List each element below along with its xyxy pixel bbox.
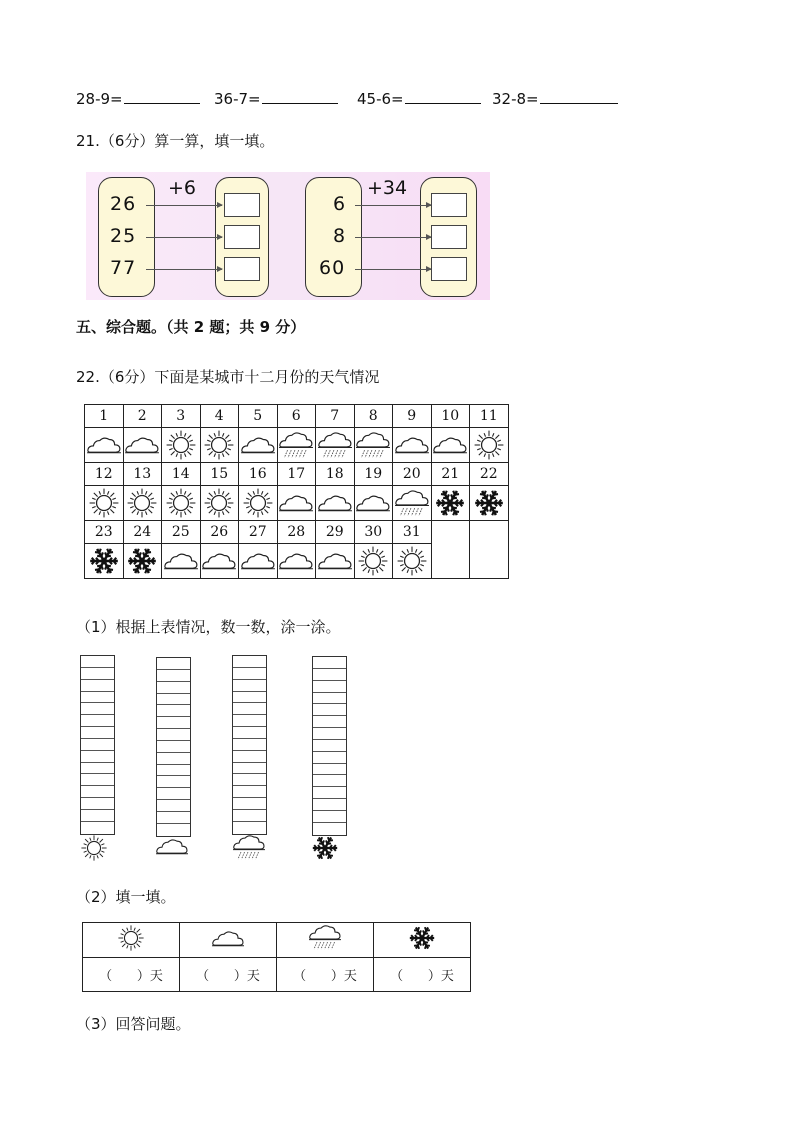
calendar-day-number: 23 — [85, 521, 124, 544]
bar-segment[interactable] — [81, 715, 114, 727]
input-number: 26 — [110, 193, 137, 215]
bar-segment[interactable] — [313, 728, 346, 740]
calendar-day-number: 3 — [162, 405, 201, 428]
cloudy-icon — [162, 544, 201, 579]
operator-label-left: +6 — [168, 177, 197, 199]
answer-blank[interactable] — [124, 89, 200, 104]
bar-segment[interactable] — [81, 727, 114, 739]
bar-segment[interactable] — [313, 693, 346, 705]
answer-blank[interactable] — [262, 89, 338, 104]
cloudy-icon — [239, 428, 278, 463]
sunny-icon — [162, 428, 201, 463]
fill-cell-cloudy[interactable]: （ ）天 — [180, 958, 277, 992]
bar-segment[interactable] — [313, 669, 346, 681]
answer-box[interactable] — [224, 193, 260, 217]
cloudy-icon — [155, 836, 189, 860]
snowflake-icon — [470, 486, 509, 521]
rainy-icon — [393, 486, 432, 521]
calendar-day-number: 22 — [470, 463, 509, 486]
sunny-icon — [393, 544, 432, 579]
cloudy-icon — [354, 486, 393, 521]
calendar-day-number: 4 — [200, 405, 239, 428]
bar-segment[interactable] — [233, 810, 266, 822]
fill-cell-snowy[interactable]: （ ）天 — [374, 958, 471, 992]
calendar-day-number: 18 — [316, 463, 355, 486]
bar-segment[interactable] — [81, 822, 114, 834]
calendar-empty-cell — [470, 544, 509, 579]
answer-box[interactable] — [431, 225, 467, 249]
bar-segment[interactable] — [313, 799, 346, 811]
calendar-day-number: 13 — [123, 463, 162, 486]
bar-segment[interactable] — [81, 798, 114, 810]
sunny-icon — [239, 486, 278, 521]
fill-header-rainy — [277, 923, 374, 958]
fill-header-cloudy — [180, 923, 277, 958]
cloudy-icon — [200, 544, 239, 579]
bar-segment[interactable] — [313, 787, 346, 799]
bar-segment[interactable] — [313, 716, 346, 728]
bar-segment[interactable] — [313, 681, 346, 693]
bar-column-sunny[interactable] — [80, 655, 115, 835]
sub-question-3: （3）回答问题。 — [76, 1015, 191, 1033]
bar-segment[interactable] — [157, 741, 190, 753]
calendar-day-number: 1 — [85, 405, 124, 428]
bar-segment[interactable] — [233, 727, 266, 739]
bar-segment[interactable] — [157, 682, 190, 694]
bar-segment[interactable] — [313, 704, 346, 716]
bar-segment[interactable] — [157, 800, 190, 812]
sunny-icon — [80, 834, 108, 866]
fill-cell-rainy[interactable]: （ ）天 — [277, 958, 374, 992]
section-5-title: 五、综合题。（共 2 题；共 9 分） — [76, 318, 306, 336]
arrow — [146, 269, 222, 270]
bar-segment[interactable] — [233, 703, 266, 715]
sunny-icon — [162, 486, 201, 521]
bar-segment[interactable] — [81, 810, 114, 822]
bar-segment[interactable] — [157, 729, 190, 741]
bar-segment[interactable] — [233, 692, 266, 704]
input-number: 77 — [110, 257, 137, 279]
bar-segment[interactable] — [81, 763, 114, 775]
calendar-day-number: 31 — [393, 521, 432, 544]
bar-segment[interactable] — [233, 763, 266, 775]
bar-segment[interactable] — [157, 824, 190, 836]
calendar-empty-cell — [431, 521, 470, 544]
cloudy-icon — [85, 428, 124, 463]
bar-segment[interactable] — [81, 786, 114, 798]
bar-column-cloudy[interactable] — [156, 657, 191, 837]
bar-segment[interactable] — [157, 717, 190, 729]
calendar-day-number: 26 — [200, 521, 239, 544]
calendar-day-number: 10 — [431, 405, 470, 428]
equation-2: 36-7= — [214, 89, 338, 108]
calendar-day-number: 25 — [162, 521, 201, 544]
bar-segment[interactable] — [81, 680, 114, 692]
cloudy-icon — [316, 544, 355, 579]
rainy-icon — [232, 834, 266, 865]
bar-segment[interactable] — [157, 753, 190, 765]
question-21-title: 21.（6分）算一算，填一填。 — [76, 132, 275, 150]
bar-segment[interactable] — [233, 680, 266, 692]
bar-segment[interactable] — [157, 694, 190, 706]
fill-header-snowy — [374, 923, 471, 958]
bar-segment[interactable] — [157, 788, 190, 800]
bar-segment[interactable] — [81, 774, 114, 786]
cloudy-icon — [239, 544, 278, 579]
equation-1: 28-9= — [76, 89, 200, 108]
calendar-day-number: 15 — [200, 463, 239, 486]
arrow — [146, 237, 222, 238]
input-number: 25 — [110, 225, 137, 247]
calendar-empty-cell — [470, 521, 509, 544]
cloudy-icon — [277, 486, 316, 521]
calendar-day-number: 19 — [354, 463, 393, 486]
bar-column-rainy[interactable] — [232, 655, 267, 835]
equation-3: 45-6= — [357, 89, 481, 108]
bar-segment[interactable] — [81, 739, 114, 751]
calendar-day-number: 8 — [354, 405, 393, 428]
sunny-icon — [200, 428, 239, 463]
bar-segment[interactable] — [81, 668, 114, 680]
rainy-icon — [316, 428, 355, 463]
bar-segment[interactable] — [233, 822, 266, 834]
bar-segment[interactable] — [313, 752, 346, 764]
calendar-day-number: 20 — [393, 463, 432, 486]
snowflake-icon — [123, 544, 162, 579]
bar-segment[interactable] — [157, 658, 190, 670]
calendar-day-number: 9 — [393, 405, 432, 428]
bar-segment[interactable] — [313, 657, 346, 669]
bar-segment[interactable] — [313, 775, 346, 787]
fill-header-sunny — [83, 923, 180, 958]
calendar-day-number: 30 — [354, 521, 393, 544]
bar-segment[interactable] — [233, 668, 266, 680]
answer-blank[interactable] — [540, 89, 618, 104]
answer-blank[interactable] — [405, 89, 481, 104]
calendar-day-number: 21 — [431, 463, 470, 486]
bar-segment[interactable] — [313, 740, 346, 752]
bar-segment[interactable] — [157, 705, 190, 717]
sunny-icon — [85, 486, 124, 521]
calendar-day-number: 24 — [123, 521, 162, 544]
bar-segment[interactable] — [313, 811, 346, 823]
cloudy-icon — [277, 544, 316, 579]
bar-segment[interactable] — [233, 798, 266, 810]
bar-segment[interactable] — [233, 715, 266, 727]
arrow — [355, 237, 431, 238]
calendar-day-number: 29 — [316, 521, 355, 544]
snowflake-icon — [310, 833, 340, 867]
bar-segment[interactable] — [157, 812, 190, 824]
calendar-day-number: 28 — [277, 521, 316, 544]
bar-segment[interactable] — [81, 656, 114, 668]
bar-segment[interactable] — [313, 764, 346, 776]
cloudy-icon — [431, 428, 470, 463]
bar-segment[interactable] — [157, 776, 190, 788]
cloudy-icon — [316, 486, 355, 521]
bar-segment[interactable] — [81, 703, 114, 715]
fill-cell-sunny[interactable]: （ ）天 — [83, 958, 180, 992]
bar-segment[interactable] — [81, 692, 114, 704]
bar-column-snowy[interactable] — [312, 656, 347, 836]
bar-segment[interactable] — [233, 774, 266, 786]
bar-segment[interactable] — [157, 765, 190, 777]
calendar-empty-cell — [431, 544, 470, 579]
input-number: 60 — [319, 257, 346, 279]
answer-box[interactable] — [431, 257, 467, 281]
calendar-day-number: 2 — [123, 405, 162, 428]
answer-box[interactable] — [431, 193, 467, 217]
arrow — [355, 205, 431, 206]
operator-label-right: +34 — [367, 177, 408, 199]
rainy-icon — [277, 428, 316, 463]
sunny-icon — [470, 428, 509, 463]
snowflake-icon — [85, 544, 124, 579]
equation-4: 32-8= — [492, 89, 618, 108]
calendar-day-number: 6 — [277, 405, 316, 428]
snowflake-icon — [431, 486, 470, 521]
weather-calendar — [84, 404, 509, 579]
input-number: 8 — [333, 225, 347, 247]
input-number: 6 — [333, 193, 347, 215]
bar-segment[interactable] — [233, 656, 266, 668]
cloudy-icon — [211, 937, 245, 952]
sub-question-1: （1）根据上表情况，数一数，涂一涂。 — [76, 618, 341, 636]
sunny-icon — [117, 941, 145, 956]
cloudy-icon — [123, 428, 162, 463]
sunny-icon — [200, 486, 239, 521]
calendar-day-number: 16 — [239, 463, 278, 486]
rainy-icon — [354, 428, 393, 463]
sunny-icon — [354, 544, 393, 579]
calendar-day-number: 5 — [239, 405, 278, 428]
snowflake-icon — [407, 942, 437, 957]
question-22-title: 22.（6分）下面是某城市十二月份的天气情况 — [76, 368, 380, 386]
calendar-day-number: 14 — [162, 463, 201, 486]
bar-segment[interactable] — [233, 786, 266, 798]
bar-segment[interactable] — [233, 739, 266, 751]
bar-segment[interactable] — [233, 751, 266, 763]
calendar-day-number: 7 — [316, 405, 355, 428]
calendar-day-number: 11 — [470, 405, 509, 428]
calendar-day-number: 12 — [85, 463, 124, 486]
bar-segment[interactable] — [157, 670, 190, 682]
calendar-day-number: 17 — [277, 463, 316, 486]
cloudy-icon — [393, 428, 432, 463]
calendar-day-number: 27 — [239, 521, 278, 544]
bar-segment[interactable] — [81, 751, 114, 763]
sunny-icon — [123, 486, 162, 521]
answer-box[interactable] — [224, 225, 260, 249]
fill-table — [82, 922, 471, 992]
answer-box[interactable] — [224, 257, 260, 281]
rainy-icon — [308, 941, 342, 956]
arrow — [146, 205, 222, 206]
sub-question-2: （2）填一填。 — [76, 888, 176, 906]
arrow — [355, 269, 431, 270]
